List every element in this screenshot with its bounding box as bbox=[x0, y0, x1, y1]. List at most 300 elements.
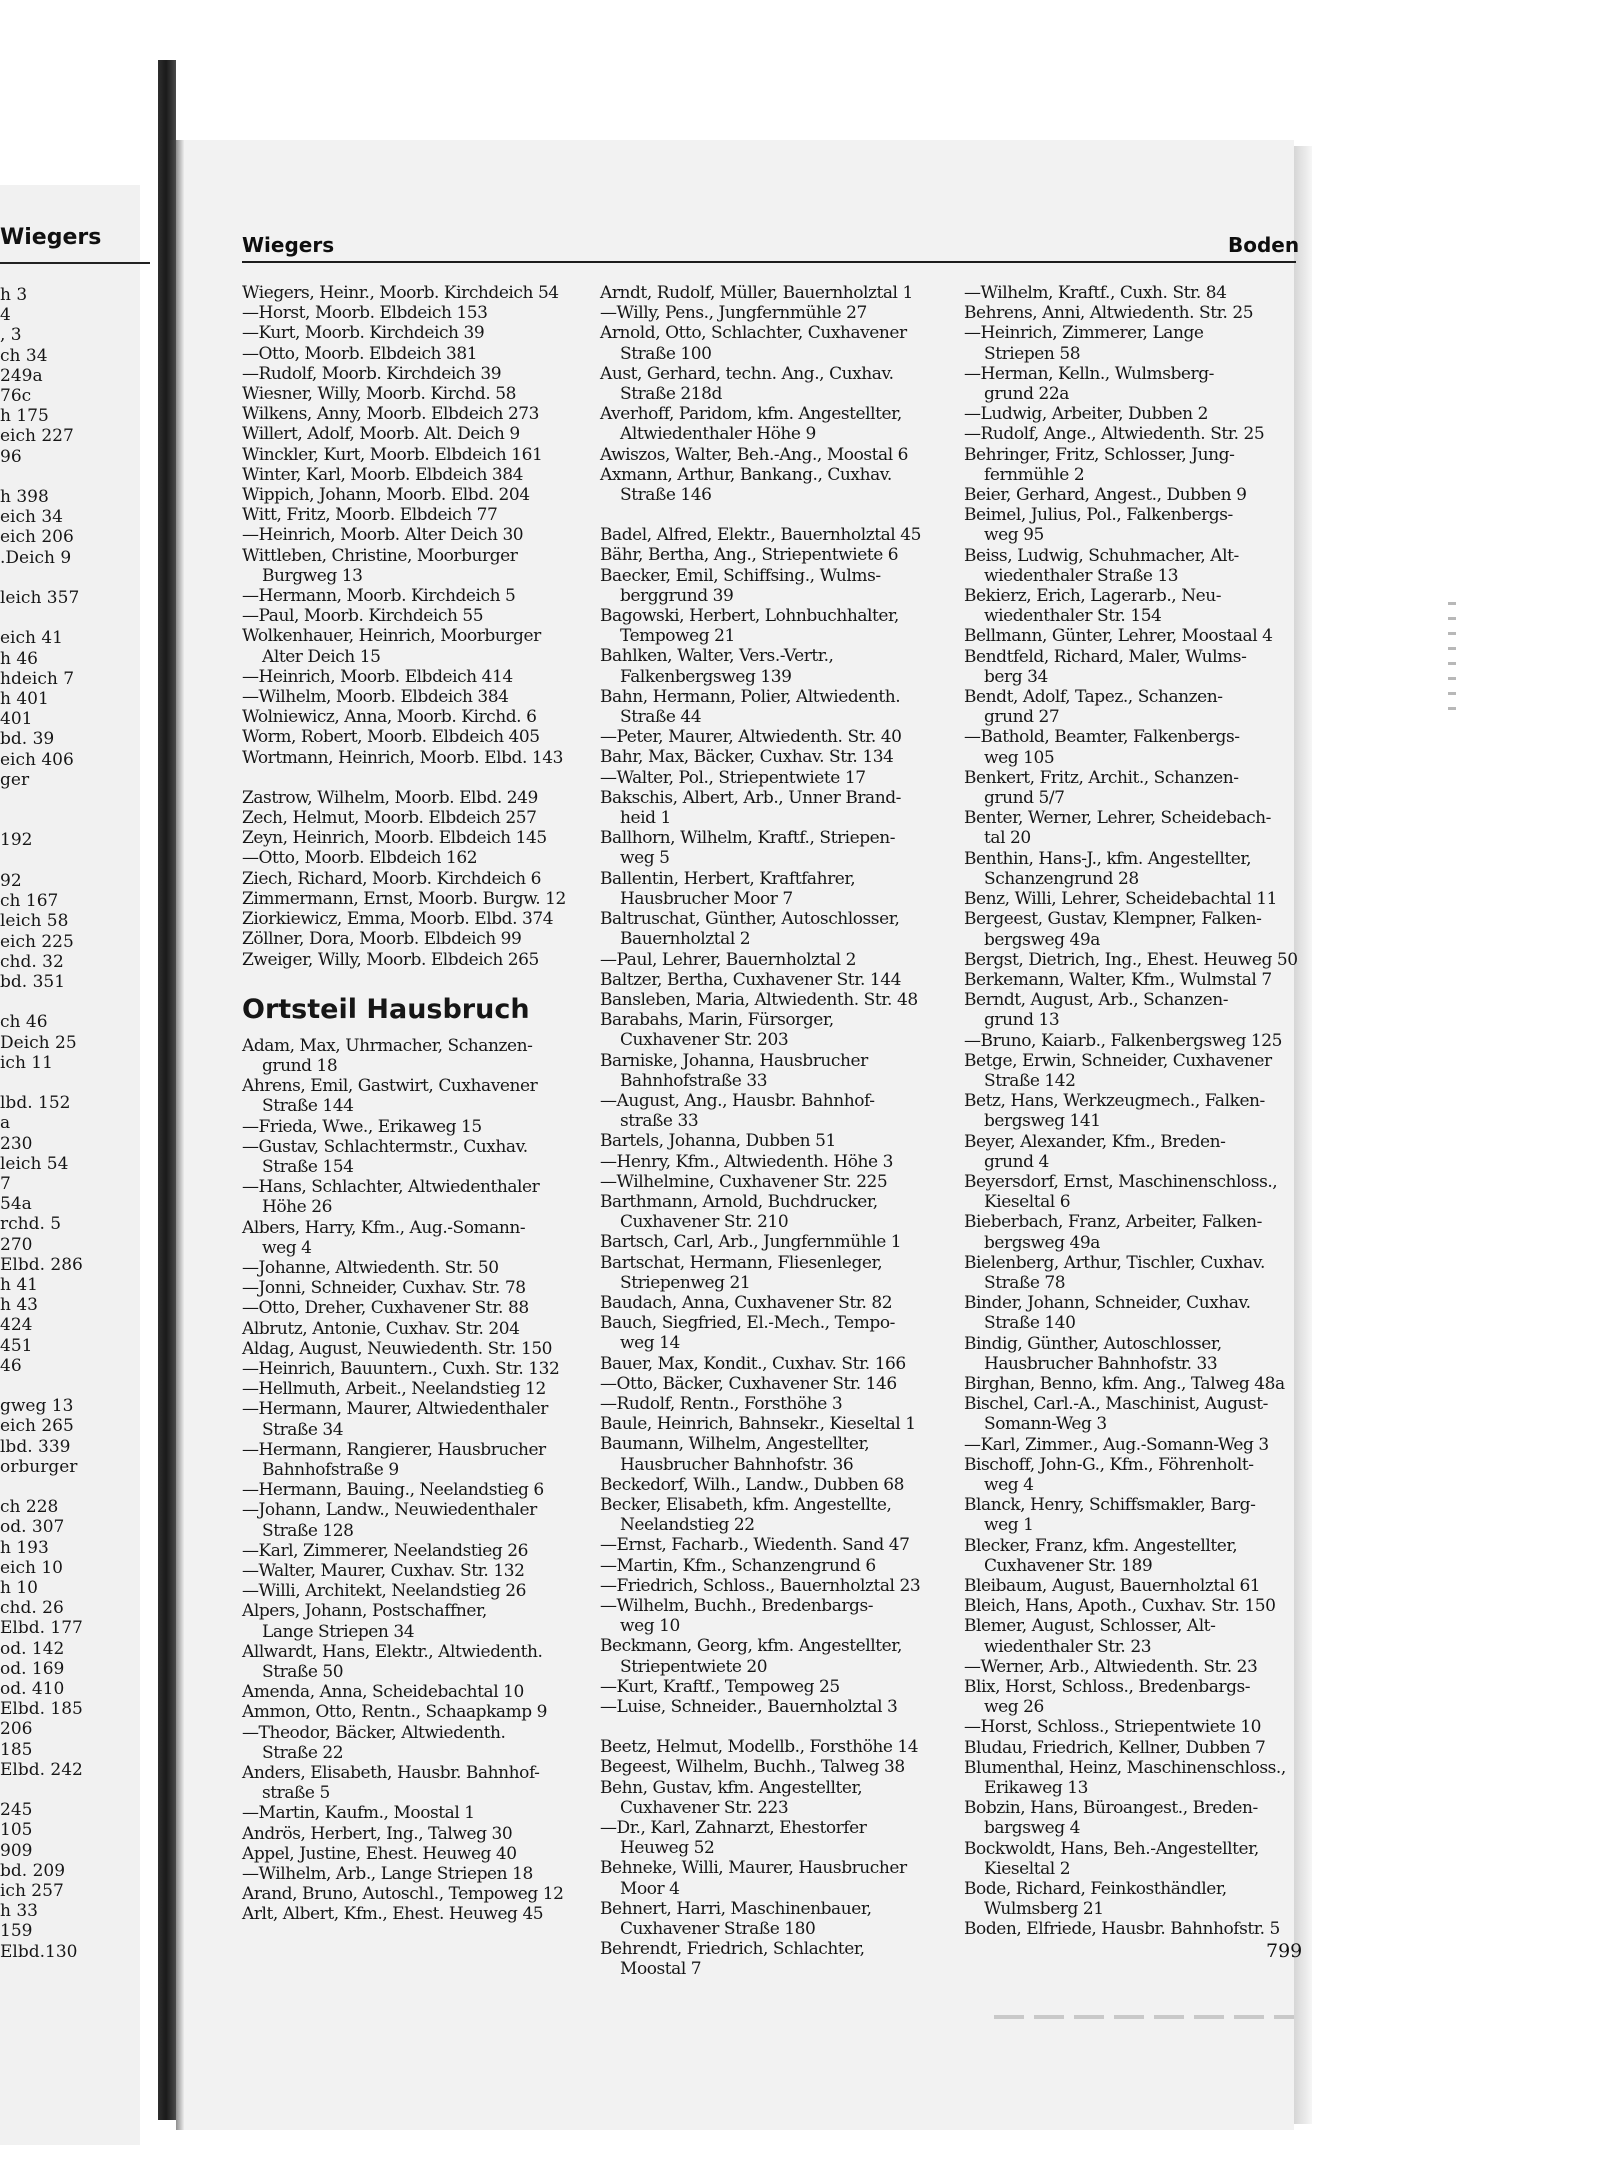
directory-entry: —Bruno, Kaiarb., Falkenbergsweg 125 bbox=[964, 1030, 1282, 1051]
header-rule bbox=[242, 261, 1296, 263]
directory-column-1 bbox=[242, 283, 590, 1925]
entry-continuation: Kieseltal 6 bbox=[984, 1192, 1071, 1213]
directory-entry: —Rudolf, Moorb. Kirchdeich 39 bbox=[242, 363, 502, 384]
directory-entry: Ahrens, Emil, Gastwirt, Cuxhavener bbox=[242, 1076, 538, 1097]
directory-entry: Beckedorf, Wilh., Landw., Dubben 68 bbox=[600, 1474, 905, 1495]
directory-entry: Wortmann, Heinrich, Moorb. Elbd. 143 bbox=[242, 747, 563, 768]
left-fragment-line: 401 bbox=[0, 709, 33, 730]
page-number: 799 bbox=[1266, 1940, 1303, 1962]
left-fragment-line: 185 bbox=[0, 1739, 33, 1760]
entry-continuation: Schanzengrund 28 bbox=[984, 868, 1139, 889]
left-fragment-line: ch 46 bbox=[0, 1012, 48, 1033]
directory-entry: —August, Ang., Hausbr. Bahnhof- bbox=[600, 1090, 875, 1111]
directory-entry: Amenda, Anna, Scheidebachtal 10 bbox=[242, 1682, 524, 1703]
directory-entry: Berkemann, Walter, Kfm., Wulmstal 7 bbox=[964, 969, 1272, 990]
left-fragment-line: 192 bbox=[0, 830, 33, 851]
left-fragment-line: 206 bbox=[0, 1719, 33, 1740]
entry-continuation: Wulmsberg 21 bbox=[984, 1899, 1104, 1920]
entry-continuation: Striepen 58 bbox=[984, 343, 1081, 364]
directory-entry: Aldag, August, Neuwiedenth. Str. 150 bbox=[242, 1338, 553, 1359]
directory-entry: Bartels, Johanna, Dubben 51 bbox=[600, 1131, 836, 1152]
left-fragment-line: bd. 209 bbox=[0, 1860, 66, 1881]
directory-entry: Bagowski, Herbert, Lohnbuchhalter, bbox=[600, 606, 899, 627]
directory-entry: Anders, Elisabeth, Hausbr. Bahnhof- bbox=[242, 1763, 540, 1784]
directory-entry: Zech, Helmut, Moorb. Elbdeich 257 bbox=[242, 808, 537, 829]
directory-entry: Beiss, Ludwig, Schuhmacher, Alt- bbox=[964, 545, 1239, 566]
directory-entry: Wolkenhauer, Heinrich, Moorburger bbox=[242, 626, 541, 647]
left-fragment-line: 76c bbox=[0, 386, 32, 407]
entry-continuation: bergsweg 49a bbox=[984, 1232, 1100, 1253]
directory-entry: —Herman, Kelln., Wulmsberg- bbox=[964, 363, 1214, 384]
entry-continuation: Bahnhofstraße 33 bbox=[620, 1070, 768, 1091]
directory-entry: Wittleben, Christine, Moorburger bbox=[242, 545, 518, 566]
directory-entry: Worm, Robert, Moorb. Elbdeich 405 bbox=[242, 727, 540, 748]
directory-entry: Behrendt, Friedrich, Schlachter, bbox=[600, 1939, 865, 1960]
entry-continuation: Straße 34 bbox=[262, 1419, 344, 1440]
entry-continuation: grund 5/7 bbox=[984, 788, 1065, 809]
left-fragment-line: Elbd. 185 bbox=[0, 1699, 83, 1720]
directory-entry: Boden, Elfriede, Hausbr. Bahnhofstr. 5 bbox=[964, 1919, 1280, 1940]
directory-entry: Bergst, Dietrich, Ing., Ehest. Heuweg 50 bbox=[964, 949, 1298, 970]
left-fragment-line bbox=[0, 810, 140, 830]
directory-entry: Beetz, Helmut, Modellb., Forsthöhe 14 bbox=[600, 1737, 919, 1758]
directory-entry: Behneke, Willi, Maurer, Hausbrucher bbox=[600, 1858, 907, 1879]
entry-continuation: berggrund 39 bbox=[620, 585, 734, 606]
directory-entry: Behringer, Fritz, Schlosser, Jung- bbox=[964, 444, 1235, 465]
entry-continuation: berg 34 bbox=[984, 666, 1048, 687]
left-fragment-line: bd. 39 bbox=[0, 729, 55, 750]
left-fragment-line: .Deich 9 bbox=[0, 547, 72, 568]
entry-continuation: Erikaweg 13 bbox=[984, 1778, 1088, 1799]
directory-entry: Baumann, Wilhelm, Angestellter, bbox=[600, 1434, 870, 1455]
directory-entry: —Hellmuth, Arbeit., Neelandstieg 12 bbox=[242, 1379, 546, 1400]
entry-continuation: Cuxhavener Straße 180 bbox=[620, 1919, 816, 1940]
directory-entry: Andrös, Herbert, Ing., Talweg 30 bbox=[242, 1823, 513, 1844]
left-fragment-line: h 398 bbox=[0, 487, 49, 508]
entry-continuation: wiedenthaler Straße 13 bbox=[984, 565, 1179, 586]
directory-entry: Birghan, Benno, kfm. Ang., Talweg 48a bbox=[964, 1373, 1285, 1394]
scan-smudge bbox=[994, 2015, 1294, 2019]
left-fragment-line: rchd. 5 bbox=[0, 1214, 62, 1235]
directory-entry: —Martin, Kfm., Schanzengrund 6 bbox=[600, 1555, 876, 1576]
entry-continuation: Bahnhofstraße 9 bbox=[262, 1459, 399, 1480]
directory-entry: Winckler, Kurt, Moorb. Elbdeich 161 bbox=[242, 444, 543, 465]
left-fragment-line: Elbd. 286 bbox=[0, 1254, 83, 1275]
directory-entry: Baudach, Anna, Cuxhavener Str. 82 bbox=[600, 1292, 893, 1313]
entry-continuation: Straße 44 bbox=[620, 707, 702, 728]
entry-continuation: Hausbrucher Bahnhofstr. 36 bbox=[620, 1454, 854, 1475]
directory-entry: Ballentin, Herbert, Kraftfahrer, bbox=[600, 868, 856, 889]
directory-entry: Zastrow, Wilhelm, Moorb. Elbd. 249 bbox=[242, 787, 538, 808]
left-fragment-line: 230 bbox=[0, 1133, 33, 1154]
directory-entry: —Rudolf, Rentn., Forsthöhe 3 bbox=[600, 1393, 843, 1414]
entry-continuation: Straße 50 bbox=[262, 1662, 344, 1682]
entry-continuation: Lange Striepen 34 bbox=[262, 1621, 415, 1642]
directory-entry: Arndt, Rudolf, Müller, Bauernholztal 1 bbox=[600, 283, 913, 303]
entry-gap bbox=[600, 1717, 948, 1737]
directory-entry: —Hans, Schlachter, Altwiedenthaler bbox=[242, 1177, 540, 1198]
directory-entry: Bischoff, John-G., Kfm., Föhrenholt- bbox=[964, 1454, 1254, 1475]
directory-entry: —Hermann, Maurer, Altwiedenthaler bbox=[242, 1399, 548, 1420]
left-fragment-line: ich 11 bbox=[0, 1052, 53, 1073]
directory-entry: —Otto, Dreher, Cuxhavener Str. 88 bbox=[242, 1298, 529, 1319]
directory-entry: Beimel, Julius, Pol., Falkenbergs- bbox=[964, 505, 1233, 526]
directory-entry: Aust, Gerhard, techn. Ang., Cuxhav. bbox=[600, 363, 894, 384]
directory-entry: Binder, Johann, Schneider, Cuxhav. bbox=[964, 1293, 1251, 1314]
directory-entry: Bartsch, Carl, Arb., Jungfernmühle 1 bbox=[600, 1232, 902, 1253]
directory-entry: Bieberbach, Franz, Arbeiter, Falken- bbox=[964, 1212, 1262, 1233]
directory-entry: —Karl, Zimmer., Aug.-Somann-Weg 3 bbox=[964, 1434, 1269, 1455]
left-fragment-line: 92 bbox=[0, 870, 22, 891]
directory-entry: Bischel, Carl.-A., Maschinist, August- bbox=[964, 1394, 1268, 1415]
directory-entry: Betge, Erwin, Schneider, Cuxhavener bbox=[964, 1050, 1272, 1071]
left-fragment-line: 424 bbox=[0, 1315, 33, 1336]
directory-entry: Axmann, Arthur, Bankang., Cuxhav. bbox=[600, 464, 892, 485]
directory-entry: Benter, Werner, Lehrer, Scheidebach- bbox=[964, 808, 1271, 829]
entry-continuation: Hausbrucher Bahnhofstr. 33 bbox=[984, 1353, 1218, 1374]
directory-entry: Albers, Harry, Kfm., Aug.-Somann- bbox=[242, 1217, 526, 1238]
directory-entry: —Bathold, Beamter, Falkenbergs- bbox=[964, 727, 1240, 748]
left-fragment-line: leich 54 bbox=[0, 1153, 69, 1174]
directory-entry: Barthmann, Arnold, Buchdrucker, bbox=[600, 1191, 878, 1212]
directory-entry: Bahlken, Walter, Vers.-Vertr., bbox=[600, 646, 834, 667]
entry-continuation: Striepentwiete 20 bbox=[620, 1656, 768, 1677]
directory-entry: —Theodor, Bäcker, Altwiedenth. bbox=[242, 1722, 506, 1743]
left-fragment-line: 105 bbox=[0, 1820, 33, 1841]
directory-entry: Arand, Bruno, Autoschl., Tempoweg 12 bbox=[242, 1884, 564, 1905]
directory-entry: Blecker, Franz, kfm. Angestellter, bbox=[964, 1535, 1238, 1556]
entry-continuation: Falkenbergsweg 139 bbox=[620, 666, 792, 687]
directory-entry: —Wilhelmine, Cuxhavener Str. 225 bbox=[600, 1171, 888, 1192]
entry-continuation: bergsweg 141 bbox=[984, 1111, 1101, 1132]
directory-entry: Ziech, Richard, Moorb. Kirchdeich 6 bbox=[242, 868, 541, 889]
left-fragment-line: hdeich 7 bbox=[0, 668, 75, 689]
directory-entry: —Paul, Lehrer, Bauernholztal 2 bbox=[600, 949, 856, 970]
left-fragment-line: Elbd. 177 bbox=[0, 1618, 83, 1639]
directory-entry: Alpers, Johann, Postschaffner, bbox=[242, 1601, 487, 1622]
left-fragment-line bbox=[0, 1376, 140, 1396]
left-fragment-line: , 3 bbox=[0, 325, 22, 346]
directory-entry: Ballhorn, Wilhelm, Kraftf., Striepen- bbox=[600, 828, 896, 849]
left-fragment-line: ch 228 bbox=[0, 1497, 59, 1518]
left-fragment-line: h 193 bbox=[0, 1537, 49, 1558]
directory-entry: Baecker, Emil, Schiffsing., Wulms- bbox=[600, 565, 881, 586]
entry-continuation: wiedenthaler Str. 23 bbox=[984, 1636, 1152, 1657]
book-spine bbox=[158, 60, 176, 2120]
directory-entry: Bleich, Hans, Apoth., Cuxhav. Str. 150 bbox=[964, 1596, 1276, 1617]
directory-entry: Bahn, Hermann, Polier, Altwiedenth. bbox=[600, 686, 901, 707]
left-fragment-line: bd. 351 bbox=[0, 971, 66, 992]
entry-continuation: tal 20 bbox=[984, 828, 1031, 849]
entry-continuation: Moostal 7 bbox=[620, 1959, 702, 1980]
directory-entry: Zeyn, Heinrich, Moorb. Elbdeich 145 bbox=[242, 828, 547, 849]
entry-continuation: Cuxhavener Str. 223 bbox=[620, 1797, 789, 1818]
entry-continuation: Cuxhavener Str. 203 bbox=[620, 1030, 789, 1051]
directory-entry: Barabahs, Marin, Fürsorger, bbox=[600, 1010, 834, 1031]
entry-continuation: Moor 4 bbox=[620, 1878, 680, 1899]
left-fragment-line: ch 34 bbox=[0, 345, 48, 366]
directory-entry: Bekierz, Erich, Lagerarb., Neu- bbox=[964, 586, 1222, 607]
entry-continuation: weg 4 bbox=[262, 1237, 312, 1258]
directory-entry: —Hermann, Bauing., Neelandstieg 6 bbox=[242, 1480, 544, 1501]
directory-entry: —Otto, Moorb. Elbdeich 381 bbox=[242, 343, 478, 364]
left-fragment-line: chd. 32 bbox=[0, 951, 64, 972]
directory-entry: Baltruschat, Günther, Autoschlosser, bbox=[600, 909, 900, 930]
left-fragment-line: 270 bbox=[0, 1234, 33, 1255]
left-fragment-line: 159 bbox=[0, 1921, 33, 1942]
entry-continuation: Straße 146 bbox=[620, 485, 712, 506]
entry-continuation: Cuxhavener Str. 210 bbox=[620, 1212, 789, 1233]
left-fragment-line: h 3 bbox=[0, 285, 28, 305]
directory-entry: Bauer, Max, Kondit., Cuxhav. Str. 166 bbox=[600, 1353, 906, 1374]
left-fragment-line: leich 357 bbox=[0, 588, 80, 609]
left-fragment-line bbox=[0, 467, 140, 487]
directory-entry: Arnold, Otto, Schlachter, Cuxhavener bbox=[600, 323, 907, 344]
left-fragment-line: 4 bbox=[0, 305, 11, 326]
entry-continuation: Straße 142 bbox=[984, 1070, 1076, 1091]
directory-entry: Benthin, Hans-J., kfm. Angestellter, bbox=[964, 848, 1252, 869]
directory-entry: —Paul, Moorb. Kirchdeich 55 bbox=[242, 606, 484, 627]
directory-entry: Zweiger, Willy, Moorb. Elbdeich 265 bbox=[242, 949, 539, 970]
entry-gap bbox=[242, 768, 590, 788]
section-title: Ortsteil Hausbruch bbox=[242, 993, 530, 1025]
directory-entry: Albrutz, Antonie, Cuxhav. Str. 204 bbox=[242, 1318, 520, 1339]
scan-edge-marks bbox=[1448, 590, 1464, 820]
left-fragment-line: od. 307 bbox=[0, 1517, 65, 1538]
entry-continuation: Burgweg 13 bbox=[262, 565, 363, 586]
left-fragment-line: ich 257 bbox=[0, 1881, 64, 1902]
left-fragment-line: 451 bbox=[0, 1335, 33, 1356]
directory-entry: —Peter, Maurer, Altwiedenth. Str. 40 bbox=[600, 727, 902, 748]
directory-entry: Witt, Fritz, Moorb. Elbdeich 77 bbox=[242, 505, 498, 526]
directory-entry: Bellmann, Günter, Lehrer, Moostaal 4 bbox=[964, 626, 1273, 647]
left-fragment-line: 54a bbox=[0, 1194, 32, 1215]
directory-entry: Bleibaum, August, Bauernholztal 61 bbox=[964, 1576, 1261, 1596]
left-fragment-line: od. 142 bbox=[0, 1638, 65, 1659]
left-fragment-line: eich 265 bbox=[0, 1416, 74, 1437]
directory-entry: Ammon, Otto, Rentn., Schaapkamp 9 bbox=[242, 1702, 548, 1723]
directory-entry: —Horst, Moorb. Elbdeich 153 bbox=[242, 303, 488, 324]
entry-continuation: heid 1 bbox=[620, 808, 671, 829]
directory-entry: —Otto, Bäcker, Cuxhavener Str. 146 bbox=[600, 1373, 897, 1394]
directory-entry: —Dr., Karl, Zahnarzt, Ehestorfer bbox=[600, 1818, 867, 1839]
left-fragment-line bbox=[0, 790, 140, 810]
left-fragment-line: chd. 26 bbox=[0, 1598, 64, 1619]
left-fragment-line: od. 410 bbox=[0, 1679, 65, 1700]
directory-entry: —Rudolf, Ange., Altwiedenth. Str. 25 bbox=[964, 424, 1265, 445]
entry-continuation: grund 22a bbox=[984, 384, 1069, 405]
directory-entry: Zöllner, Dora, Moorb. Elbdeich 99 bbox=[242, 929, 522, 950]
directory-entry: Blanck, Henry, Schiffsmakler, Barg- bbox=[964, 1495, 1256, 1516]
directory-entry: —Ludwig, Arbeiter, Dubben 2 bbox=[964, 404, 1208, 425]
directory-entry: —Wilhelm, Kraftf., Cuxh. Str. 84 bbox=[964, 283, 1227, 303]
left-fragment-line: eich 206 bbox=[0, 527, 74, 548]
directory-entry: Baltzer, Bertha, Cuxhavener Str. 144 bbox=[600, 969, 902, 990]
entry-continuation: Straße 78 bbox=[984, 1272, 1066, 1293]
directory-entry: —Wilhelm, Arb., Lange Striepen 18 bbox=[242, 1864, 533, 1885]
left-fragment-line bbox=[0, 608, 140, 628]
directory-entry: —Karl, Zimmerer, Neelandstieg 26 bbox=[242, 1540, 528, 1561]
entry-continuation: weg 14 bbox=[620, 1333, 680, 1354]
directory-entry: Bakschis, Albert, Arb., Unner Brand- bbox=[600, 787, 901, 808]
directory-entry: Bludau, Friedrich, Kellner, Dubben 7 bbox=[964, 1737, 1266, 1758]
directory-entry: Betz, Hans, Werkzeugmech., Falken- bbox=[964, 1091, 1265, 1112]
left-fragment-line: orburger bbox=[0, 1456, 78, 1477]
directory-entry: Ziorkiewicz, Emma, Moorb. Elbd. 374 bbox=[242, 909, 554, 930]
directory-entry: Behn, Gustav, kfm. Angestellter, bbox=[600, 1777, 863, 1798]
left-fragment-line: 7 bbox=[0, 1173, 11, 1194]
left-fragment-line: eich 41 bbox=[0, 628, 64, 649]
directory-entry: —Wilhelm, Buchh., Bredenbargs- bbox=[600, 1596, 874, 1616]
directory-entry: —Friedrich, Schloss., Bauernholztal 23 bbox=[600, 1575, 921, 1596]
entry-continuation: straße 33 bbox=[620, 1111, 699, 1132]
entry-continuation: Neelandstieg 22 bbox=[620, 1515, 755, 1536]
entry-continuation: weg 5 bbox=[620, 848, 670, 869]
directory-entry: Willert, Adolf, Moorb. Alt. Deich 9 bbox=[242, 424, 520, 445]
left-fragment-line: eich 34 bbox=[0, 507, 64, 528]
left-fragment-line: h 46 bbox=[0, 648, 38, 669]
left-fragment-line: 96 bbox=[0, 446, 22, 467]
directory-entry: Awiszos, Walter, Beh.-Ang., Moostal 6 bbox=[600, 444, 909, 465]
left-page-header: Wiegers bbox=[0, 225, 102, 250]
directory-entry: Becker, Elisabeth, kfm. Angestellte, bbox=[600, 1494, 892, 1515]
left-fragment-line: h 41 bbox=[0, 1274, 38, 1295]
directory-entry: Wippich, Johann, Moorb. Elbd. 204 bbox=[242, 485, 530, 506]
directory-entry: Behrens, Anni, Altwiedenth. Str. 25 bbox=[964, 303, 1254, 324]
directory-entry: —Hermann, Moorb. Kirchdeich 5 bbox=[242, 586, 516, 607]
directory-entry: Beyersdorf, Ernst, Maschinenschloss., bbox=[964, 1171, 1278, 1192]
entry-continuation: Straße 144 bbox=[262, 1096, 354, 1117]
left-fragment-line: lbd. 339 bbox=[0, 1436, 71, 1457]
left-page-fragments bbox=[0, 285, 140, 1962]
directory-entry: —Walter, Pol., Striepentwiete 17 bbox=[600, 767, 866, 788]
entry-continuation: weg 26 bbox=[984, 1697, 1044, 1718]
entry-continuation: Striepenweg 21 bbox=[620, 1272, 751, 1293]
directory-entry: Bahr, Max, Bäcker, Cuxhav. Str. 134 bbox=[600, 747, 894, 768]
directory-entry: —Luise, Schneider., Bauernholztal 3 bbox=[600, 1697, 898, 1718]
entry-continuation: weg 4 bbox=[984, 1474, 1034, 1495]
directory-entry: Allwardt, Hans, Elektr., Altwiedenth. bbox=[242, 1641, 543, 1662]
entry-continuation: grund 4 bbox=[984, 1151, 1049, 1172]
directory-entry: Wolniewicz, Anna, Moorb. Kirchd. 6 bbox=[242, 707, 537, 728]
directory-entry: Bauch, Siegfried, El.-Mech., Tempo- bbox=[600, 1313, 895, 1334]
directory-entry: —Ernst, Facharb., Wiedenth. Sand 47 bbox=[600, 1535, 910, 1556]
entry-continuation: fernmühle 2 bbox=[984, 464, 1085, 485]
left-fragment-line: h 401 bbox=[0, 689, 49, 710]
entry-continuation: Tempoweg 21 bbox=[620, 626, 735, 647]
entry-gap bbox=[600, 505, 948, 525]
entry-continuation: Somann-Weg 3 bbox=[984, 1414, 1107, 1435]
directory-column-3 bbox=[964, 283, 1312, 1940]
left-fragment-line: 909 bbox=[0, 1840, 33, 1861]
entry-continuation: Höhe 26 bbox=[262, 1197, 332, 1218]
directory-entry: —Wilhelm, Moorb. Elbdeich 384 bbox=[242, 687, 509, 708]
entry-continuation: Straße 22 bbox=[262, 1742, 344, 1763]
left-fragment-line bbox=[0, 568, 140, 588]
left-fragment-line bbox=[0, 851, 140, 871]
left-fragment-line: leich 58 bbox=[0, 911, 69, 932]
directory-entry: Bendtfeld, Richard, Maler, Wulms- bbox=[964, 646, 1247, 667]
left-fragment-line: 245 bbox=[0, 1800, 33, 1821]
entry-continuation: Kieseltal 2 bbox=[984, 1858, 1071, 1879]
directory-entry: —Horst, Schloss., Striepentwiete 10 bbox=[964, 1717, 1262, 1738]
directory-entry: —Hermann, Rangierer, Hausbrucher bbox=[242, 1439, 546, 1460]
left-header-rule bbox=[0, 262, 150, 264]
directory-entry: Benkert, Fritz, Archit., Schanzen- bbox=[964, 767, 1239, 788]
directory-entry: —Heinrich, Moorb. Alter Deich 30 bbox=[242, 525, 524, 546]
directory-entry: Bindig, Günther, Autoschlosser, bbox=[964, 1333, 1222, 1354]
directory-entry: —Heinrich, Bauuntern., Cuxh. Str. 132 bbox=[242, 1358, 560, 1379]
entry-continuation: Straße 128 bbox=[262, 1520, 354, 1541]
entry-continuation: straße 5 bbox=[262, 1783, 330, 1804]
directory-entry: Wilkens, Anny, Moorb. Elbdeich 273 bbox=[242, 404, 540, 425]
directory-entry: Bähr, Bertha, Ang., Striepentwiete 6 bbox=[600, 545, 899, 566]
left-fragment-line: eich 227 bbox=[0, 426, 74, 447]
left-fragment-line: Deich 25 bbox=[0, 1032, 77, 1053]
directory-entry: —Willy, Pens., Jungfernmühle 27 bbox=[600, 303, 867, 324]
left-fragment-line: a bbox=[0, 1113, 11, 1134]
spine-shadow bbox=[176, 140, 184, 2130]
left-fragment-line: eich 225 bbox=[0, 931, 74, 952]
left-fragment-line: h 33 bbox=[0, 1901, 38, 1922]
directory-entry: Baule, Heinrich, Bahnsekr., Kieseltal 1 bbox=[600, 1414, 916, 1435]
directory-entry: —Kurt, Kraftf., Tempoweg 25 bbox=[600, 1676, 840, 1697]
left-fragment-line: h 10 bbox=[0, 1578, 38, 1598]
entry-continuation: Bauernholztal 2 bbox=[620, 929, 751, 950]
left-fragment-line: eich 406 bbox=[0, 749, 74, 770]
entry-continuation: grund 27 bbox=[984, 707, 1060, 728]
directory-entry: Arlt, Albert, Kfm., Ehest. Heuweg 45 bbox=[242, 1904, 544, 1925]
directory-entry: Bendt, Adolf, Tapez., Schanzen- bbox=[964, 687, 1223, 708]
directory-entry: Blumenthal, Heinz, Maschinenschloss., bbox=[964, 1757, 1286, 1778]
left-fragment-line: eich 10 bbox=[0, 1557, 64, 1578]
entry-continuation: grund 18 bbox=[262, 1055, 338, 1076]
entry-continuation: Heuweg 52 bbox=[620, 1838, 715, 1859]
left-fragment-line bbox=[0, 992, 140, 1012]
directory-entry: —Willi, Architekt, Neelandstieg 26 bbox=[242, 1581, 526, 1602]
entry-continuation: bargsweg 4 bbox=[984, 1818, 1080, 1839]
entry-continuation: weg 95 bbox=[984, 525, 1044, 546]
directory-entry: Bansleben, Maria, Altwiedenth. Str. 48 bbox=[600, 989, 918, 1010]
entry-continuation: Altwiedenthaler Höhe 9 bbox=[620, 424, 816, 445]
directory-entry: —Heinrich, Zimmerer, Lange bbox=[964, 323, 1204, 344]
left-fragment-line: h 43 bbox=[0, 1295, 38, 1316]
entry-continuation: weg 1 bbox=[984, 1515, 1034, 1536]
directory-entry: Wiegers, Heinr., Moorb. Kirchdeich 54 bbox=[242, 283, 559, 303]
directory-entry: Bergeest, Gustav, Klempner, Falken- bbox=[964, 909, 1262, 930]
directory-entry: Blix, Horst, Schloss., Bredenbargs- bbox=[964, 1677, 1251, 1698]
running-header-left: Wiegers bbox=[242, 233, 335, 257]
entry-continuation: weg 105 bbox=[984, 747, 1055, 768]
directory-entry: Zimmermann, Ernst, Moorb. Burgw. 12 bbox=[242, 888, 566, 909]
left-fragment-line: Elbd.130 bbox=[0, 1941, 78, 1962]
directory-entry: Bielenberg, Arthur, Tischler, Cuxhav. bbox=[964, 1252, 1265, 1273]
directory-entry: Averhoff, Paridom, kfm. Angestellter, bbox=[600, 404, 902, 425]
entry-continuation: Straße 140 bbox=[984, 1313, 1076, 1334]
running-header-right: Boden bbox=[1228, 233, 1300, 257]
directory-entry: —Jonni, Schneider, Cuxhav. Str. 78 bbox=[242, 1278, 526, 1299]
directory-entry: Bobzin, Hans, Büroangest., Breden- bbox=[964, 1798, 1258, 1819]
directory-entry: Beier, Gerhard, Angest., Dubben 9 bbox=[964, 485, 1247, 506]
directory-entry: Behnert, Harri, Maschinenbauer, bbox=[600, 1898, 872, 1919]
directory-entry: Wiesner, Willy, Moorb. Kirchd. 58 bbox=[242, 384, 517, 405]
directory-entry: Bode, Richard, Feinkosthändler, bbox=[964, 1879, 1227, 1900]
directory-entry: Barniske, Johanna, Hausbrucher bbox=[600, 1050, 868, 1071]
entry-continuation: bergsweg 49a bbox=[984, 929, 1100, 950]
directory-entry: Adam, Max, Uhrmacher, Schanzen- bbox=[242, 1035, 533, 1056]
entry-continuation: Hausbrucher Moor 7 bbox=[620, 888, 793, 909]
directory-entry: —Otto, Moorb. Elbdeich 162 bbox=[242, 848, 478, 869]
